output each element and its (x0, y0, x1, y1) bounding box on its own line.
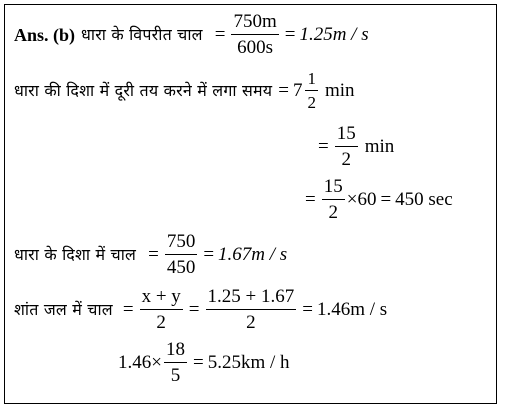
line-time-taken (14, 70, 355, 112)
fraction-fifteen-halves (322, 177, 345, 223)
fraction-denominator: 450 (166, 256, 196, 278)
fraction-numerator: 1.25 + 1.67 (206, 287, 297, 310)
fraction-distance-time (231, 12, 278, 58)
fraction-half (305, 70, 318, 112)
result-kmh: 5.25km / h (207, 352, 290, 374)
label-still-water-speed: शांत जल में चाल (14, 299, 113, 319)
fraction-average-values (206, 287, 297, 333)
equals-sign: = (188, 299, 200, 321)
fraction-numerator: 15 (322, 177, 345, 200)
equals-sign: = (148, 244, 159, 266)
times-sign: × (151, 352, 162, 374)
unit-min: min (324, 80, 355, 102)
fraction-numerator: 18 (164, 340, 187, 363)
unit-min: min (364, 136, 395, 158)
line-kmh-conversion (118, 340, 290, 386)
fraction-numerator: 1 (305, 70, 318, 91)
multiplier: 60 (357, 189, 377, 211)
line-opposite-speed (14, 12, 369, 58)
lead-value: 1.46 (118, 352, 152, 374)
label-time-downstream: धारा की दिशा में दूरी तय करने में लगा समय (14, 80, 273, 100)
result-upstream-speed: 1.25m / s (299, 24, 369, 46)
equals-sign: = (192, 352, 204, 374)
equals-sign: = (380, 189, 392, 211)
fraction-numerator: 750m (231, 12, 278, 35)
equals-sign: = (278, 80, 289, 102)
label-downstream-speed: धारा के दिशा में चाल (14, 244, 137, 264)
equals-sign: = (214, 24, 226, 46)
line-downstream-speed (14, 232, 287, 278)
fraction-denominator: 2 (328, 201, 338, 223)
line-time-seconds (301, 177, 453, 223)
times-sign: × (346, 189, 358, 211)
result-still-water-speed: 1.46m / s (316, 299, 388, 321)
fraction-numerator: x + y (140, 287, 183, 310)
fraction-numerator: 15 (335, 124, 358, 147)
fraction-denominator: 2 (156, 311, 166, 333)
fraction-denominator: 2 (341, 148, 351, 170)
fraction-denominator: 600s (237, 36, 274, 58)
fraction-denominator: 2 (246, 311, 256, 333)
result-seconds: 450 sec (395, 189, 453, 211)
label-upstream-speed: धारा के विपरीत चाल (81, 24, 203, 44)
equals-sign: = (305, 189, 316, 211)
mixed-whole: 7 (292, 80, 303, 102)
line-still-water-speed (14, 287, 387, 333)
fraction-denominator: 2 (307, 92, 316, 112)
equals-sign: = (318, 136, 329, 158)
fraction-fifteen-halves (335, 124, 358, 170)
fraction-distance-time (165, 232, 198, 278)
equals-sign: = (203, 244, 215, 266)
line-time-fraction (314, 124, 394, 170)
equals-sign: = (284, 24, 296, 46)
fraction-denominator: 5 (170, 364, 181, 386)
fraction-numerator: 750 (165, 232, 198, 255)
equals-sign: = (122, 299, 134, 321)
fraction-average-formula (140, 287, 183, 333)
equals-sign: = (302, 299, 313, 321)
result-downstream-speed: 1.67m / s (218, 244, 288, 266)
answer-label: Ans. (b) (14, 24, 76, 45)
fraction-conversion (164, 340, 187, 386)
